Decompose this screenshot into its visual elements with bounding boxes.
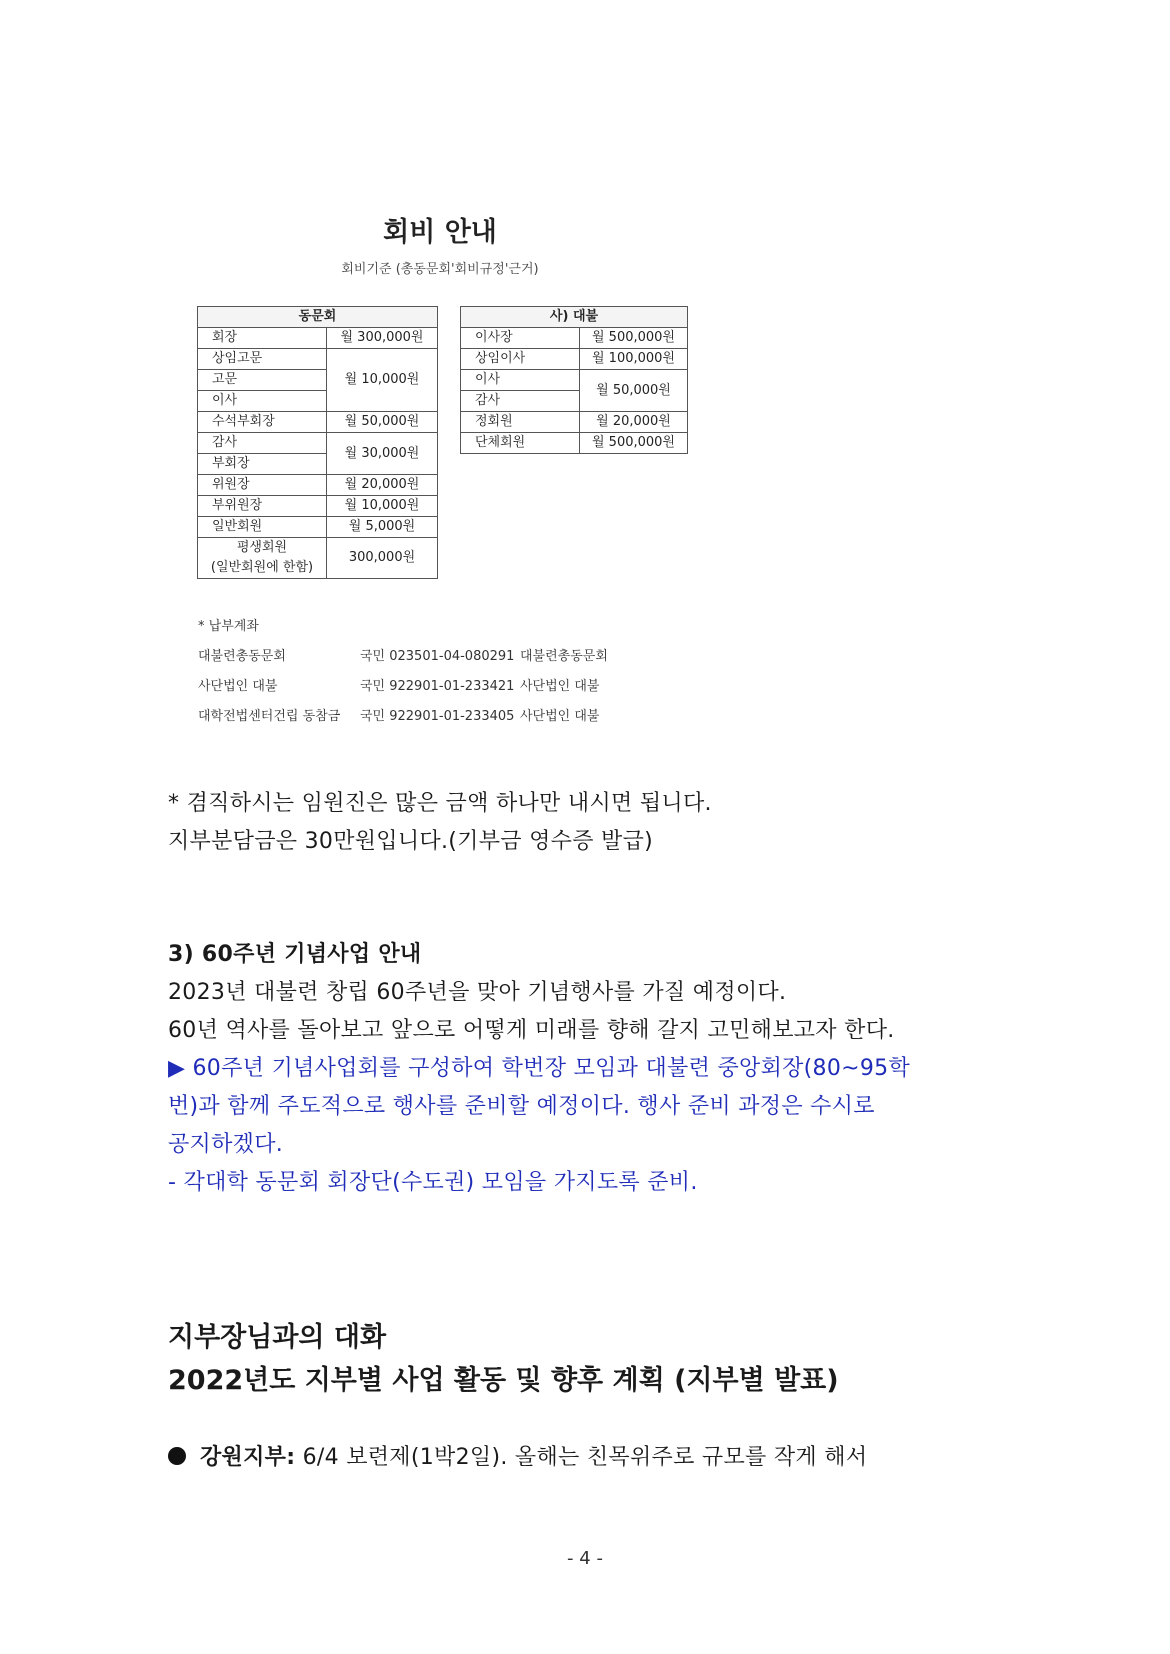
account-name: 대불련총동문회 — [198, 649, 286, 664]
account-name: 사단법인 대불 — [198, 679, 278, 694]
table-cell: 월 20,000원 — [580, 412, 688, 433]
highlight-paragraph: ▶ 60주년 기념사업회를 구성하여 학번장 모임과 대불련 중앙회장(80~95학 — [168, 1056, 911, 1081]
table-cell: 월 20,000원 — [327, 475, 438, 496]
fee-info-title: 회비 안내 — [383, 217, 497, 248]
table-cell — [198, 538, 327, 579]
table-cell: 일반회원 — [198, 517, 327, 538]
account-bank: 국민 922901-01-233421 — [360, 679, 515, 694]
table-cell: 월 10,000원 — [327, 496, 438, 517]
table-cell: 상임이사 — [461, 349, 580, 370]
list-item — [168, 1440, 867, 1471]
table-cell: 이사 — [198, 391, 327, 412]
accounts-note: * 납부계좌 — [198, 619, 259, 634]
table-cell: 월 30,000원 — [327, 433, 438, 475]
table-cell: 300,000원 — [327, 538, 438, 579]
paragraph: 60년 역사를 돌아보고 앞으로 어떻게 미래를 향해 갈지 고민해보고자 한다. — [168, 1018, 895, 1043]
highlight-paragraph: 공지하겠다. — [168, 1132, 284, 1157]
table-cell: 부위원장 — [198, 496, 327, 517]
table-cell: 정회원 — [461, 412, 580, 433]
item-label: 강원지부: — [200, 1445, 296, 1470]
note-line: 지부분담금은 30만원입니다.(기부금 영수증 발급) — [168, 829, 654, 854]
account-holder: 사단법인 대불 — [520, 679, 600, 694]
item-text: 6/4 보련제(1박2일). 올해는 친목위주로 규모를 작게 해서 — [295, 1445, 868, 1470]
table-cell: 이사장 — [461, 328, 580, 349]
page-number: - 4 - — [567, 1548, 603, 1569]
corp-fee-table — [460, 306, 688, 454]
fee-info-subtitle: 회비기준 (총동문회'회비규정'근거) — [341, 262, 539, 277]
table-cell: 월 500,000원 — [580, 433, 688, 454]
table-cell: 이사 — [461, 370, 580, 391]
table-cell: 월 5,000원 — [327, 517, 438, 538]
account-holder: 사단법인 대불 — [520, 709, 600, 724]
note-line: * 겸직하시는 임원진은 많은 금액 하나만 내시면 됩니다. — [168, 791, 712, 816]
table-cell: 고문 — [198, 370, 327, 391]
table-cell: 수석부회장 — [198, 412, 327, 433]
bullet-icon — [168, 1447, 186, 1465]
section-title: 2022년도 지부별 사업 활동 및 향후 계획 (지부별 발표) — [168, 1365, 839, 1396]
table-cell: 부회장 — [198, 454, 327, 475]
alumni-fee-table — [197, 306, 438, 579]
section-heading: 3) 60주년 기념사업 안내 — [168, 942, 422, 967]
table-cell: 월 500,000원 — [580, 328, 688, 349]
table-cell: 월 300,000원 — [327, 328, 438, 349]
highlight-paragraph: 번)과 함께 주도적으로 행사를 준비할 예정이다. 행사 준비 과정은 수시로 — [168, 1094, 875, 1119]
account-bank: 국민 922901-01-233405 — [360, 709, 515, 724]
account-holder: 대불련총동문회 — [520, 649, 608, 664]
account-bank: 국민 023501-04-080291 — [360, 649, 515, 664]
table-cell: 감사 — [198, 433, 327, 454]
table-cell: 단체회원 — [461, 433, 580, 454]
table-header: 동문회 — [198, 307, 438, 328]
table-cell: 회장 — [198, 328, 327, 349]
table-cell: 월 100,000원 — [580, 349, 688, 370]
table-cell: 월 50,000원 — [580, 370, 688, 412]
highlight-paragraph: - 각대학 동문회 회장단(수도권) 모임을 가지도록 준비. — [168, 1170, 698, 1195]
table-cell-line: (일반회원에 한함) — [210, 560, 314, 575]
account-name: 대학전법센터건립 동참금 — [198, 709, 341, 724]
table-cell: 월 10,000원 — [327, 349, 438, 412]
table-cell: 감사 — [461, 391, 580, 412]
section-title: 지부장님과의 대화 — [168, 1322, 387, 1353]
table-cell: 위원장 — [198, 475, 327, 496]
table-header: 사) 대불 — [461, 307, 688, 328]
paragraph: 2023년 대불련 창립 60주년을 맞아 기념행사를 가질 예정이다. — [168, 980, 787, 1005]
table-cell: 월 50,000원 — [327, 412, 438, 433]
table-cell-line: 평생회원 — [236, 540, 288, 555]
table-cell: 상임고문 — [198, 349, 327, 370]
